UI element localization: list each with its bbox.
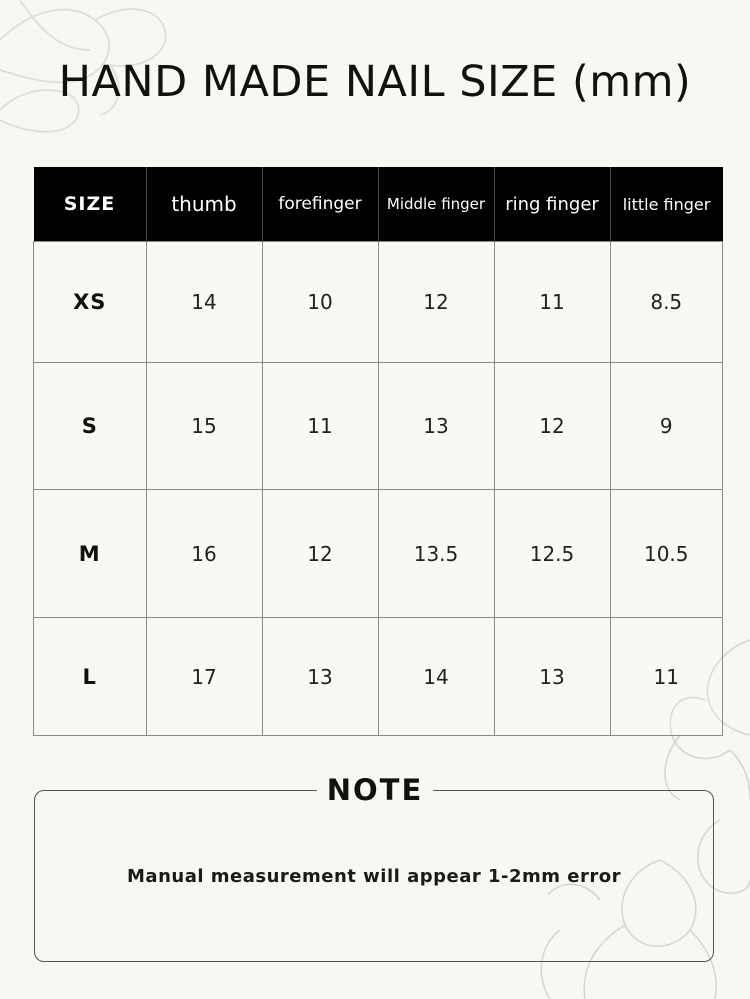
size-label: S	[34, 363, 147, 490]
note-title: NOTE	[317, 770, 434, 810]
table-cell: 13	[378, 363, 494, 490]
note-text: Manual measurement will appear 1-2mm error	[127, 866, 621, 887]
table-cell: 9	[610, 363, 723, 490]
header-size: SIZE	[34, 167, 147, 242]
table-cell: 11	[610, 618, 723, 736]
table-cell: 10	[262, 242, 378, 363]
table-cell: 10.5	[610, 490, 723, 618]
table-cell: 17	[146, 618, 262, 736]
header-ring-finger: ring finger	[494, 167, 610, 242]
table-cell: 8.5	[610, 242, 723, 363]
table-cell: 12	[262, 490, 378, 618]
table-cell: 12	[494, 363, 610, 490]
table-cell: 13	[494, 618, 610, 736]
table-row	[34, 242, 723, 363]
size-label: L	[34, 618, 147, 736]
table-row	[34, 363, 723, 490]
table-header-row	[34, 167, 723, 242]
table-cell: 11	[494, 242, 610, 363]
table-cell: 16	[146, 490, 262, 618]
table-cell: 12	[378, 242, 494, 363]
header-forefinger: forefinger	[262, 167, 378, 242]
header-middle-finger: Middle finger	[378, 167, 494, 242]
table-row	[34, 490, 723, 618]
table-cell: 13.5	[378, 490, 494, 618]
nail-size-table	[33, 167, 723, 736]
table-cell: 11	[262, 363, 378, 490]
table-cell: 15	[146, 363, 262, 490]
header-thumb: thumb	[146, 167, 262, 242]
page-title: HAND MADE NAIL SIZE (mm)	[58, 57, 692, 107]
table-cell: 14	[378, 618, 494, 736]
size-label: XS	[34, 242, 147, 363]
size-label: M	[34, 490, 147, 618]
table-cell: 12.5	[494, 490, 610, 618]
table-row	[34, 618, 723, 736]
table-cell: 13	[262, 618, 378, 736]
table-cell: 14	[146, 242, 262, 363]
note-title-wrapper	[0, 770, 750, 810]
header-little-finger: little finger	[610, 167, 723, 242]
